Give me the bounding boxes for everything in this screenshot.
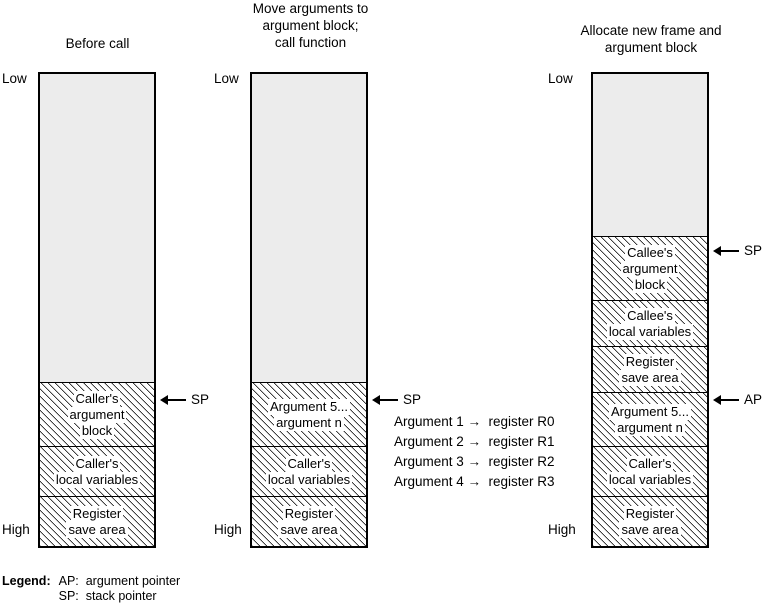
segment-argument-block xyxy=(593,392,707,446)
segment-line: local variables xyxy=(267,471,351,487)
segment-callers-local-variables xyxy=(593,446,707,496)
arrow-left-icon xyxy=(372,394,398,406)
high-label-col2: High xyxy=(214,522,242,537)
title-line: call function xyxy=(274,35,347,50)
arg-map-row: Argument 4 → register R3 xyxy=(394,474,555,489)
stack-column-before-call xyxy=(38,72,156,548)
free-stack-space xyxy=(593,74,707,236)
arrow-left-icon xyxy=(713,245,739,257)
segment-argument-block xyxy=(252,382,366,446)
arrow-left-icon xyxy=(160,394,186,406)
legend xyxy=(2,574,180,604)
segment-line: Register xyxy=(72,505,122,521)
free-stack-space xyxy=(40,74,154,382)
legend-title: Legend: xyxy=(2,574,51,588)
segment-line: argument n xyxy=(276,414,342,430)
segment-line: save area xyxy=(621,369,679,385)
segment-line: local variables xyxy=(608,471,692,487)
segment-line: block xyxy=(81,422,113,438)
segment-line: Register xyxy=(625,353,675,369)
segment-callees-local-variables xyxy=(593,300,707,346)
marker-sp-col2 xyxy=(372,392,421,407)
title-line: argument block; xyxy=(262,18,359,33)
segment-line: save area xyxy=(68,521,126,537)
stack-column-move-arguments xyxy=(250,72,368,548)
title-line: Allocate new frame and xyxy=(580,23,722,38)
segment-line: Argument 5... xyxy=(610,403,690,419)
high-label-col3: High xyxy=(548,522,576,537)
segment-register-save-area-caller xyxy=(593,496,707,546)
arg-map-row: Argument 1 → register R0 xyxy=(394,414,555,429)
marker-ap-col3 xyxy=(713,392,762,407)
segment-line: save area xyxy=(621,521,679,537)
marker-label: SP xyxy=(191,392,210,407)
arg-map-row: Argument 3 → register R2 xyxy=(394,454,555,469)
stack-column-allocate-new-frame xyxy=(591,72,709,548)
segment-line: Register xyxy=(625,505,675,521)
column-title-before-call xyxy=(20,35,175,52)
marker-sp-col1 xyxy=(160,392,209,407)
argument-register-mapping xyxy=(394,412,555,492)
segment-line: Caller's xyxy=(75,390,119,406)
legend-entry: SP: stack pointer xyxy=(58,589,157,603)
marker-sp-col3 xyxy=(713,243,762,258)
segment-line: Caller's xyxy=(628,455,672,471)
segment-callers-argument-block xyxy=(40,382,154,446)
segment-line: block xyxy=(634,276,666,292)
segment-line: Register xyxy=(284,505,334,521)
segment-line: Caller's xyxy=(75,455,119,471)
free-stack-space xyxy=(252,74,366,382)
marker-label: SP xyxy=(744,243,763,258)
segment-line: local variables xyxy=(55,471,139,487)
segment-register-save-area-callee xyxy=(593,346,707,392)
low-label-col3: Low xyxy=(548,71,573,86)
legend-entry: AP: argument pointer xyxy=(58,574,181,588)
segment-line: argument xyxy=(622,260,678,276)
column-title-allocate-new-frame xyxy=(556,22,746,56)
segment-line: Caller's xyxy=(287,455,331,471)
marker-label: AP xyxy=(744,392,763,407)
low-label-col2: Low xyxy=(214,71,239,86)
title-line: argument block xyxy=(604,40,698,55)
segment-line: local variables xyxy=(608,323,692,339)
arg-map-row: Argument 2 → register R1 xyxy=(394,434,555,449)
segment-callers-local-variables xyxy=(252,446,366,496)
segment-line: Callee's xyxy=(627,244,673,260)
segment-line: argument n xyxy=(617,419,683,435)
segment-register-save-area xyxy=(252,496,366,546)
title-line: Before call xyxy=(65,36,130,51)
segment-callers-local-variables xyxy=(40,446,154,496)
segment-callees-argument-block xyxy=(593,236,707,300)
high-label-col1: High xyxy=(2,522,30,537)
arrow-left-icon xyxy=(713,394,739,406)
column-title-move-arguments xyxy=(228,0,393,51)
segment-line: save area xyxy=(280,521,338,537)
title-line: Move arguments to xyxy=(252,1,369,16)
marker-label: SP xyxy=(403,392,422,407)
segment-register-save-area xyxy=(40,496,154,546)
segment-line: argument xyxy=(69,406,125,422)
segment-line: Argument 5... xyxy=(269,398,349,414)
segment-line: Callee's xyxy=(627,307,673,323)
low-label-col1: Low xyxy=(2,71,27,86)
